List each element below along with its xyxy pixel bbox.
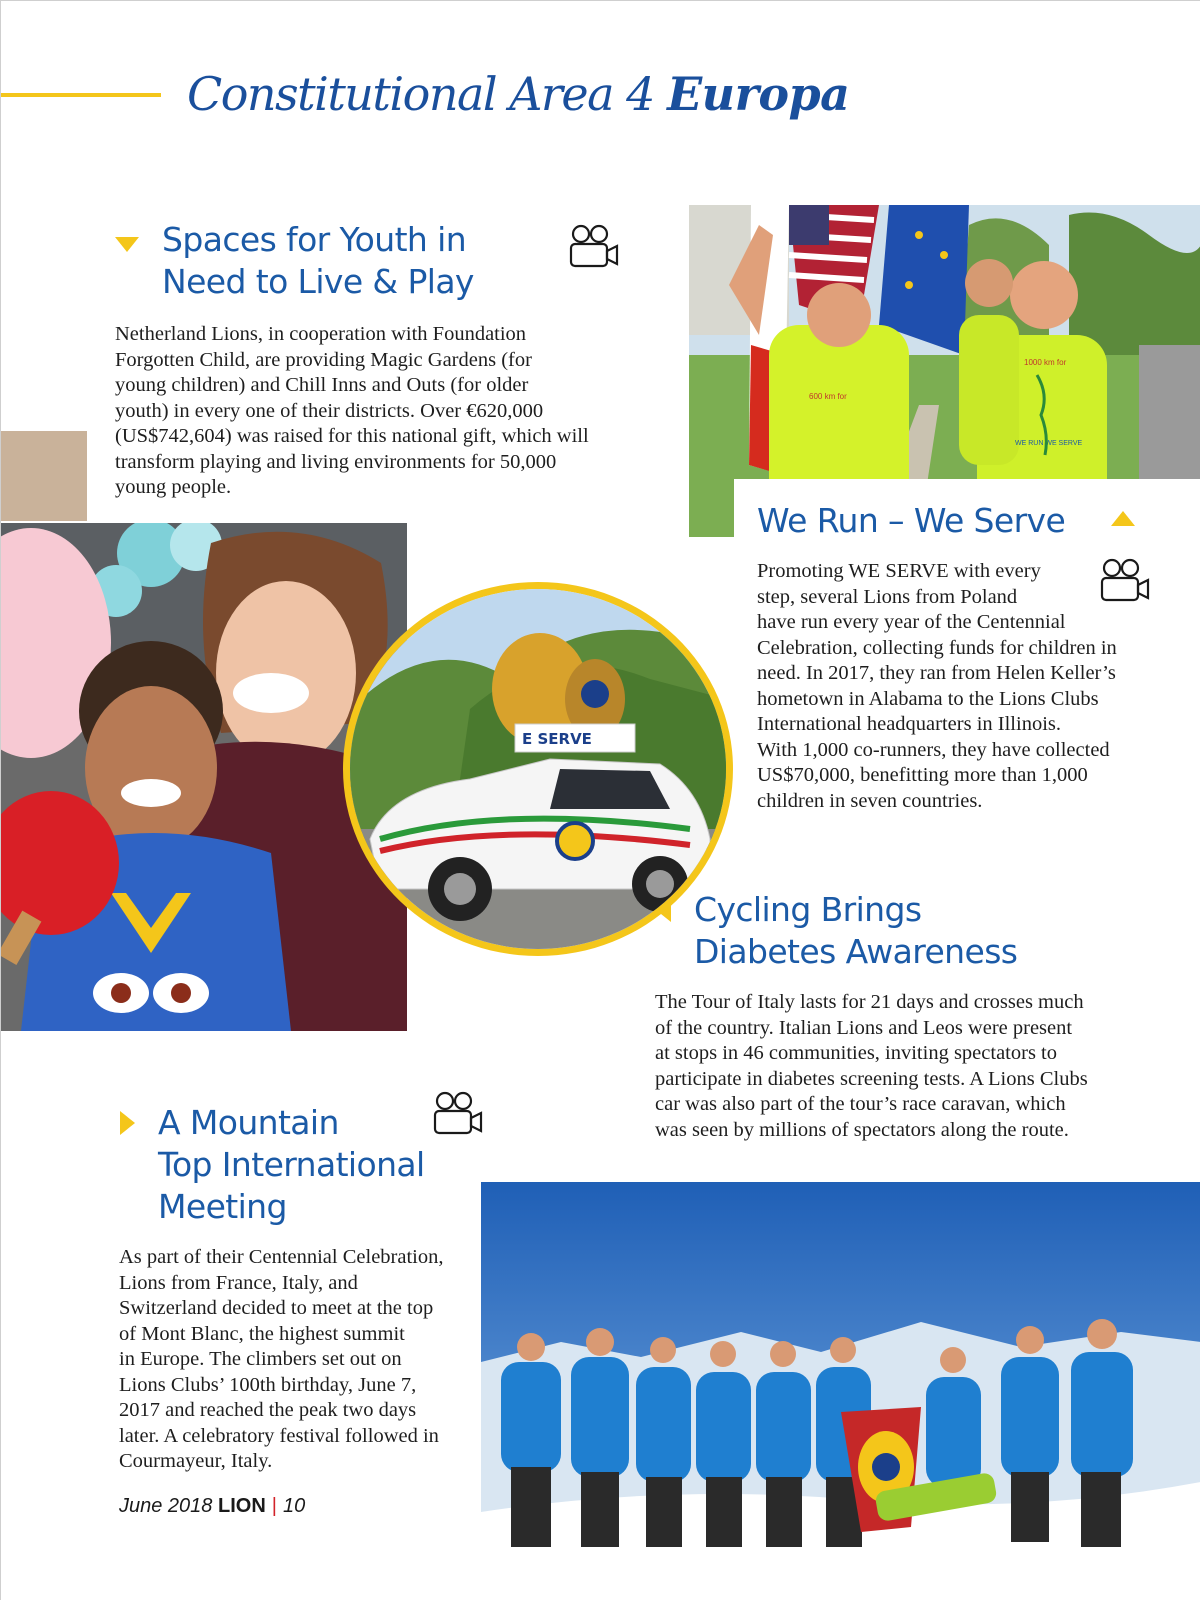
climbers-photo xyxy=(481,1182,1200,1600)
mountain-body xyxy=(119,1245,479,1475)
cycling-heading xyxy=(694,889,1017,973)
page-title-bold: Europa xyxy=(667,67,850,121)
we-run-body-line: step, several Lions from Poland xyxy=(757,585,1018,608)
mountain-heading-line2: Top International xyxy=(158,1145,425,1184)
cycling-body-line: was seen by millions of spectators along the route. xyxy=(655,1118,1069,1141)
cycling-body-line: participate in diabetes screening tests. A Lions Clubs xyxy=(655,1067,1088,1090)
triangle-marker-icon xyxy=(1111,511,1135,526)
we-run-heading: We Run – We Serve xyxy=(757,501,1066,540)
we-run-body-line: Celebration, collecting funds for children in xyxy=(757,636,1117,659)
we-run-body-line: have run every year of the Centennial xyxy=(757,611,1066,633)
triangle-marker-icon xyxy=(656,898,671,922)
we-run-body-line: Promoting WE SERVE with every xyxy=(757,560,1041,582)
footer-date: June 2018 xyxy=(119,1495,213,1517)
page-footer xyxy=(119,1495,305,1518)
mountain-body-line: Switzerland decided to meet at the top xyxy=(119,1297,434,1319)
youth-heading-line2: Need to Live & Play xyxy=(162,262,474,301)
mountain-body-line: in Europe. The climbers set out on xyxy=(119,1348,402,1370)
mountain-body-line: Lions from France, Italy, and xyxy=(119,1271,358,1294)
footer-page-number: 10 xyxy=(282,1495,306,1517)
youth-body-line: (US$742,604) was raised for this national gift, which will xyxy=(115,425,589,447)
cycling-body-line: at stops in 46 communities, inviting spectators to xyxy=(655,1042,1057,1064)
mountain-heading-line3: Meeting xyxy=(158,1187,287,1226)
mountain-heading xyxy=(158,1102,425,1228)
mountain-body-line: of Mont Blanc, the highest summit xyxy=(119,1322,405,1345)
cycling-body-line: car was also part of the tour’s race caravan, which xyxy=(655,1093,1066,1115)
youth-body-line: youth) in every one of their districts. Over €620,000 xyxy=(115,399,544,422)
cycling-body xyxy=(655,990,1195,1143)
runner-shirt-text: 600 km for xyxy=(809,392,847,401)
car-photo xyxy=(343,582,733,956)
cycling-body-line: The Tour of Italy lasts for 21 days and crosses much xyxy=(655,991,1084,1013)
car-roof-sign: E SERVE xyxy=(522,730,592,748)
cycling-heading-line2: Diabetes Awareness xyxy=(694,932,1018,971)
footer-separator: | xyxy=(271,1495,277,1517)
youth-body-line: Forgotten Child, are providing Magic Gardens (for xyxy=(115,348,532,371)
mountain-body-line: 2017 and reached the peak two days xyxy=(119,1399,417,1421)
mountain-heading-line1: A Mountain xyxy=(158,1103,339,1142)
youth-body xyxy=(115,322,635,501)
youth-body-line: young children) and Chill Inns and Outs (for older xyxy=(115,374,529,396)
we-run-body xyxy=(757,559,1197,814)
page-title-main: Constitutional Area 4 xyxy=(187,67,654,121)
mountain-body-line: As part of their Centennial Celebration, xyxy=(119,1246,444,1268)
runner-shirt-text: WE RUN WE SERVE xyxy=(1015,440,1083,447)
cycling-body-line: of the country. Italian Lions and Leos were present xyxy=(655,1016,1073,1039)
cycling-heading-line1: Cycling Brings xyxy=(694,890,922,929)
we-run-body-line: children in seven countries. xyxy=(757,789,983,812)
we-run-body-line: US$70,000, benefitting more than 1,000 xyxy=(757,764,1088,786)
mountain-body-line: Lions Clubs’ 100th birthday, June 7, xyxy=(119,1373,417,1396)
we-run-body-line: With 1,000 co-runners, they have collected xyxy=(757,738,1110,761)
we-run-body-line: International headquarters in Illinois. xyxy=(757,713,1061,735)
we-run-body-line: need. In 2017, they ran from Helen Keller’s xyxy=(757,662,1116,684)
video-camera-icon[interactable] xyxy=(431,1090,485,1138)
footer-magazine: LION xyxy=(217,1495,266,1517)
runner-shirt-text: 1000 km for xyxy=(1024,358,1067,367)
mountain-body-line: Courmayeur, Italy. xyxy=(119,1450,273,1472)
mountain-body-line: later. A celebratory festival followed in xyxy=(119,1424,439,1447)
video-camera-icon[interactable] xyxy=(567,223,621,271)
youth-body-line: Netherland Lions, in cooperation with Foundation xyxy=(115,323,527,345)
youth-heading-line1: Spaces for Youth in xyxy=(162,220,467,259)
youth-heading xyxy=(162,219,474,303)
page-title xyxy=(187,67,849,121)
youth-body-line: young people. xyxy=(115,476,232,498)
title-accent-rule xyxy=(1,93,161,97)
triangle-marker-icon xyxy=(120,1111,135,1135)
youth-body-line: transform playing and living environments for 50,000 xyxy=(115,450,557,473)
triangle-marker-icon xyxy=(115,237,139,252)
we-run-body-line: hometown in Alabama to the Lions Clubs xyxy=(757,687,1099,710)
youth-photo-backdrop xyxy=(1,431,87,521)
